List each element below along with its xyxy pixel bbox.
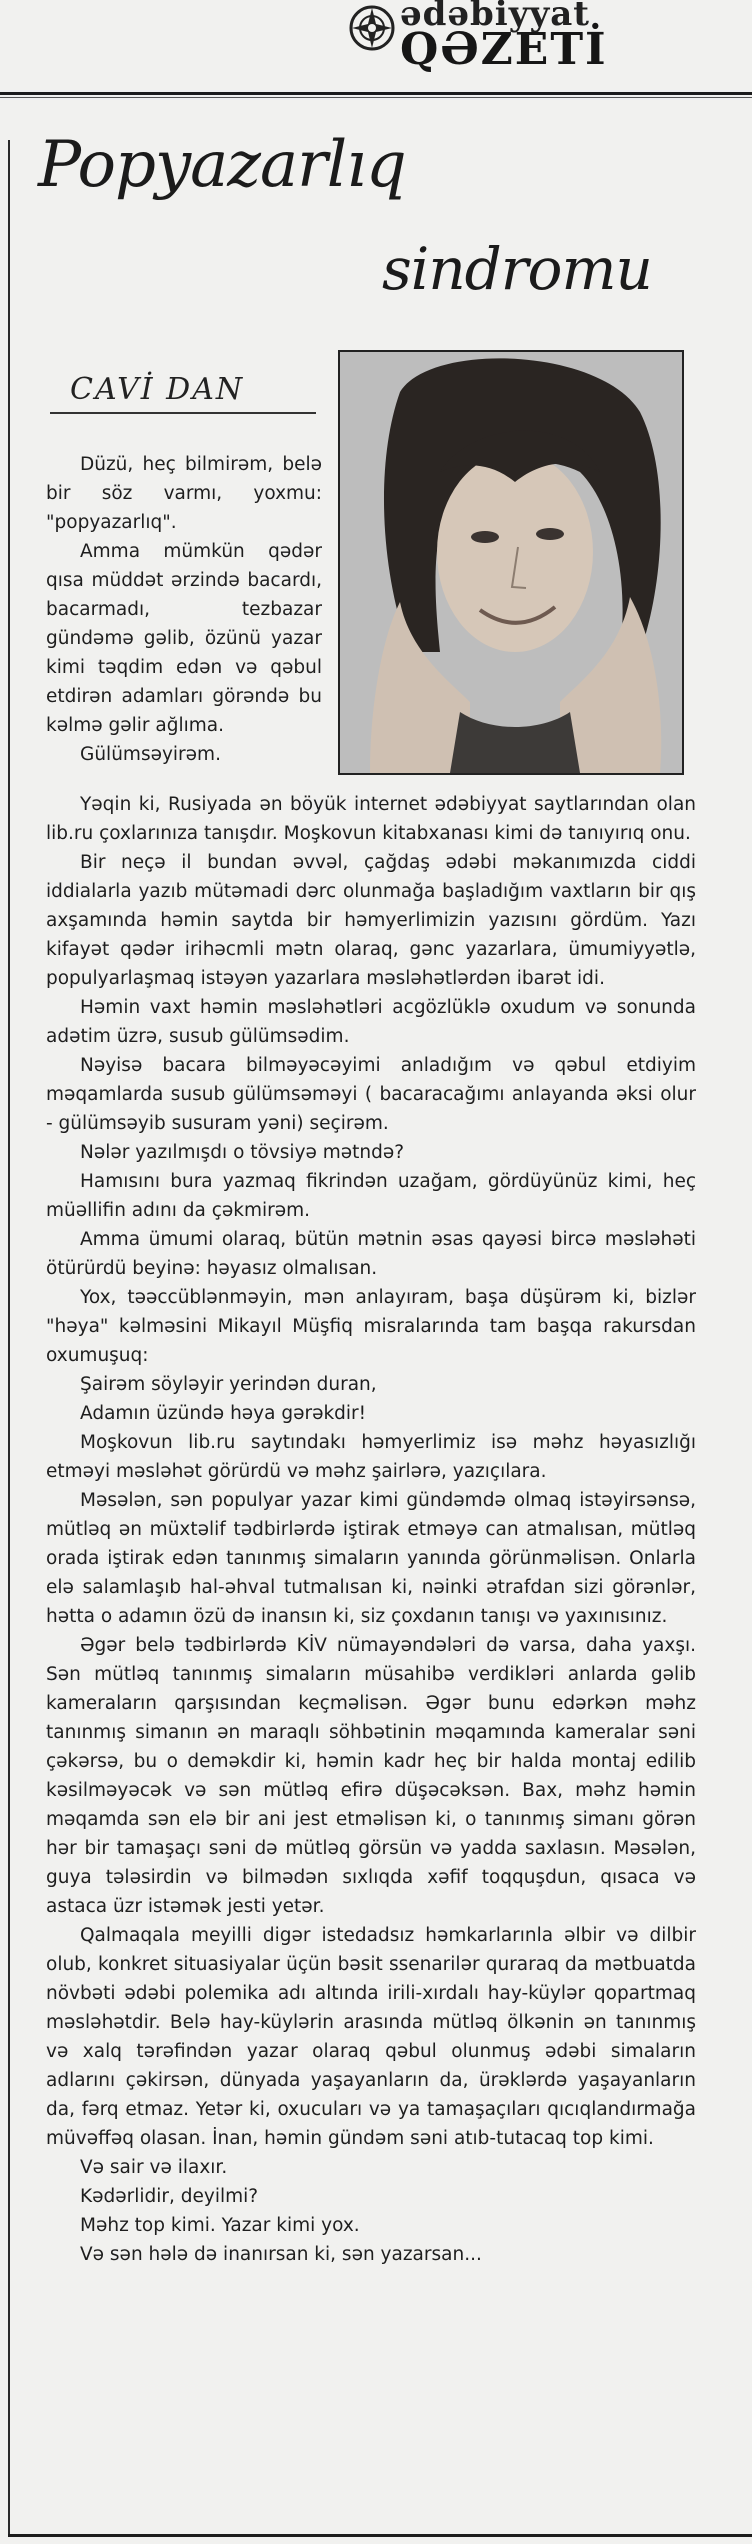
poem-line: Adamın üzündə həya gərəkdir! — [80, 1403, 367, 1424]
article-body-wide — [46, 790, 696, 2269]
article-author: CAVİ DAN — [70, 372, 245, 407]
masthead-title-line1: ədəbiyyat — [400, 0, 590, 34]
article-title-line2: sindromu — [382, 235, 652, 303]
paragraph: Yox, təəccüblənməyin, mən anlayıram, başa düşürəm ki, bizlər "həya" kəlməsini Mikayıl Müşfiq misralarında tam başqa rakursdan oxumuşuq: — [46, 1287, 696, 1366]
footer-divider — [8, 2534, 752, 2537]
paragraph: Qalmaqala meyilli digər istedadsız həmkarlarınla əlbir və dilbir olub, konkret situasiyalar üçün bəsit ssenarilər quraraq da mətbuatda növbəti ədəbi polemika adı altında irili-xırdalı hay-küylər qopartmaq məsləhətdir. Belə hay-küylərin arasında mütləq ölkənin ən tanınmış və xalq tərəfindən yazar olaraq qəbul olunmuş ədəbi simaların adlarını çəkirsən, dünyada yaşayanların da, ürəklərdə yaşayanların da, fərq etmaz. Yetər ki, oxucuları və ya tamaşaçıları qıcıqlandırmağa müvəffəq olasan. İnan, həmin gündəm səni atıb-tutacaq top kimi. — [46, 1925, 696, 2149]
paragraph: Əgər belə tədbirlərdə KİV nümayəndələri də varsa, daha yaxşı. Sən mütləq tanınmış simaların müsahibə verdikləri anlarda gəlib kameraların qarşısından keçməlisən. Əgər bunu edərkən məhz tanınmış simanın ən maraqlı söhbətinin məqamında kameralar səni çəkərsə, bu o deməkdir ki, həmin kadr heç bir halda montaj edilib kəsilməyəcək və sən mütləq efirə düşəcəksən. Bax, məhz həmin məqamda sən elə bir ani jest etməlisən ki, o tanınmış simanı görən hər bir tamaşaçı səni də mütləq görsün və yadda saxlasın. Məsələn, guya tələsirdin və bilmədən sıxlıqda xəfif toqquşdun, qısaca və astaca üzr istəmək jesti yetər. — [46, 1635, 696, 1917]
author-photo — [338, 350, 684, 775]
masthead-title-line2: QƏZETİ — [400, 24, 608, 75]
paragraph: Və sair və ilaxır. — [80, 2157, 228, 2178]
paragraph: Və sən hələ də inanırsan ki, sən yazarsan... — [80, 2244, 482, 2265]
paragraph: Həmin vaxt həmin məsləhətləri acgözlüklə oxudum və sonunda adətim üzrə, susub gülümsədim. — [46, 997, 696, 1047]
portrait-image — [340, 352, 682, 773]
paragraph: Amma mümkün qədər qısa müddət ərzində bacardı, bacarmadı, tezbazar gündəmə gəlib, özünü yazar kimi təqdim edən və qəbul etdirən adamları görəndə bu kəlmə gəlir ağlıma. — [46, 541, 322, 736]
paragraph: Nələr yazılmışdı o tövsiyə mətndə? — [80, 1142, 405, 1163]
paragraph: Amma ümumi olaraq, bütün mətnin əsas qayəsi bircə məsləhəti ötürürdü beyinə: həyasız olmalısan. — [46, 1229, 696, 1279]
paragraph: Məhz top kimi. Yazar kimi yox. — [80, 2215, 360, 2236]
article-body-narrow — [46, 450, 322, 769]
paragraph: Bir neçə il bundan əvvəl, çağdaş ədəbi məkanımızda ciddi iddialarla yazıb mütəmadi dərc olunmağa başladığım vaxtların bir qış axşamında həmin saytda bir həmyerlimizin yazısını gördüm. Yazı kifayət qədər irihəcmli mətn olaraq, gənc yazarlara, ümumiyyətlə, populyarlaşmaq istəyən yazarlara məsləhətlərdən ibarət idi. — [46, 852, 696, 989]
header-divider-thin — [0, 97, 752, 98]
paragraph: Yəqin ki, Rusiyada ən böyük internet ədəbiyyat saytlarından olan lib.ru çoxlarınıza tanışdır. Moşkovun kitabxanası kimi də tanıyırıq onu. — [46, 794, 696, 844]
paragraph: Düzü, heç bilmirəm, belə bir söz varmı, yoxmu: "popyazarlıq". — [46, 454, 322, 533]
article-title-line1: Popyazarlıq — [38, 128, 406, 202]
author-underline — [50, 412, 316, 414]
poem-line: Şairəm söyləyir yerindən duran, — [80, 1374, 377, 1395]
paragraph: Məsələn, sən populyar yazar kimi gündəmdə olmaq istəyirsənsə, mütləq ən müxtəlif tədbirlərdə iştirak etməyə can atmalısan, mütləq orada iştirak edən tanınmış simaların yanında görünməlisən. Onlarla elə salamlaşıb hal-əhval tutmalısan ki, nəinki ətrafdan sizi görənlər, hətta o adamın özü də inansın ki, siz çoxdanın tanışı və yaxınısınız. — [46, 1490, 696, 1627]
paragraph: Hamısını bura yazmaq fikrindən uzağam, gördüyünüz kimi, heç müəllifin adını da çəkmirəm. — [46, 1171, 696, 1221]
column-border — [8, 140, 10, 2535]
header-divider — [0, 92, 752, 95]
paragraph: Gülümsəyirəm. — [80, 744, 221, 765]
masthead — [340, 0, 640, 80]
paragraph: Moşkovun lib.ru saytındakı həmyerlimiz isə məhz həyasızlığı etməyi məsləhət görürdü və məhz şairlərə, yazıçılara. — [46, 1432, 696, 1482]
paragraph: Nəyisə bacara bilməyəcəyimi anladığım və qəbul etdiyim məqamlarda susub gülümsəməyi ( bacaracağımı anlayanda əksi olur - gülümsəyib susuram yəni) seçirəm. — [46, 1055, 696, 1134]
masthead-emblem-icon — [348, 4, 396, 52]
paragraph: Kədərlidir, deyilmi? — [80, 2186, 259, 2207]
